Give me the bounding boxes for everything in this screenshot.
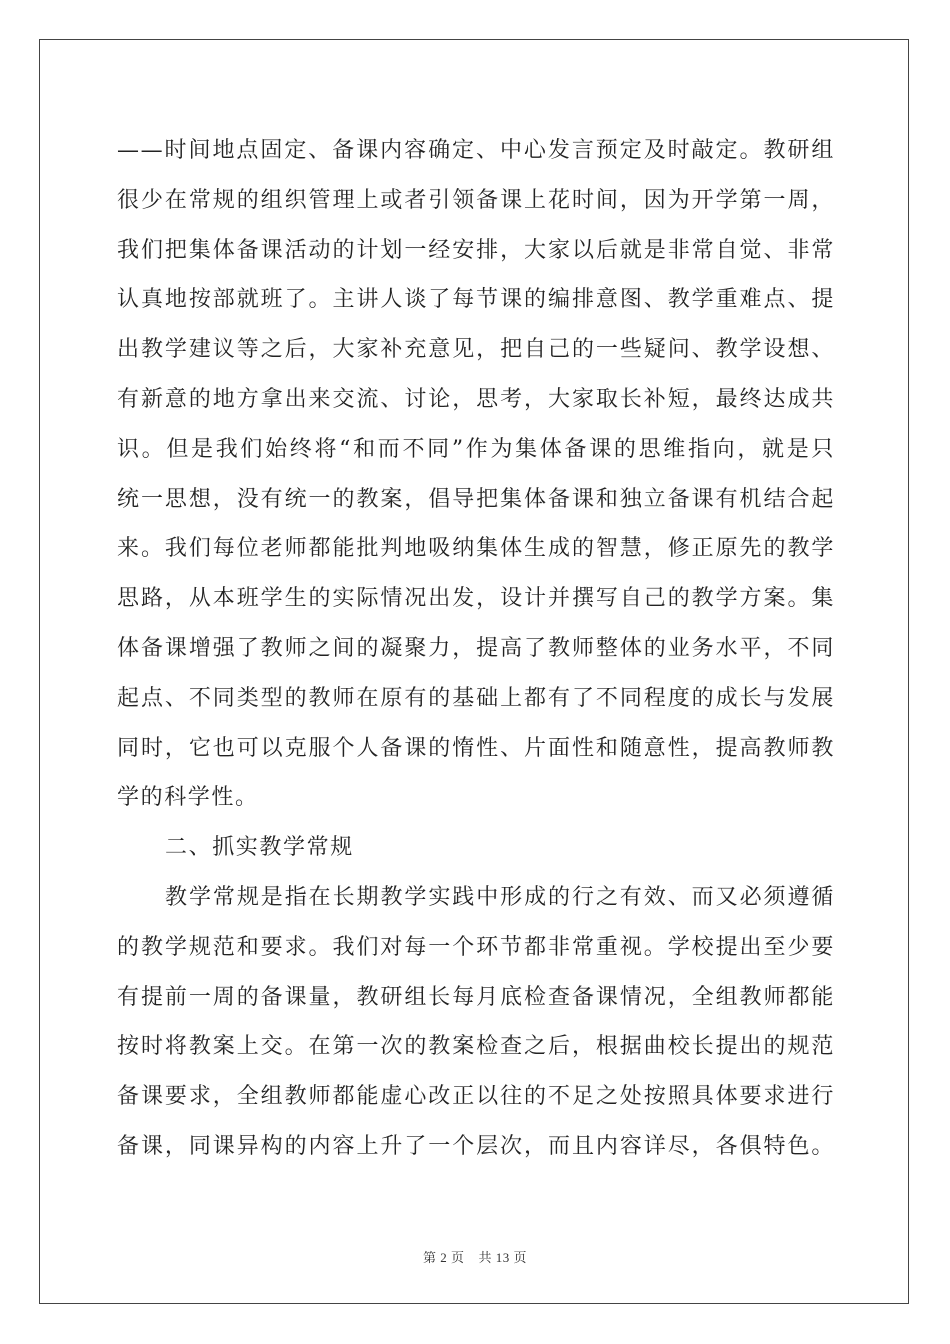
page-footer — [0, 1247, 950, 1266]
text-line: 备课，同课异构的内容上升了一个层次，而且内容详尽，各俱特色。 — [117, 1133, 835, 1159]
text-line: 识。但是我们始终将“和而不同”作为集体备课的思维指向，就是只 — [117, 436, 835, 462]
text-line: 出教学建议等之后，大家补充意见，把自己的一些疑问、教学设想、 — [117, 337, 835, 363]
page-total: 共 13 页 — [478, 1250, 528, 1265]
text-line: 有提前一周的备课量，教研组长每月底检查备课情况，全组教师都能 — [117, 984, 835, 1010]
text-line: 统一思想，没有统一的教案，倡导把集体备课和独立备课有机结合起 — [117, 486, 835, 512]
text-line: 按时将教案上交。在第一次的教案检查之后，根据曲校长提出的规范 — [117, 1034, 835, 1060]
section-heading: 二、抓实教学常规 — [165, 835, 354, 861]
text-line: 认真地按部就班了。主讲人谈了每节课的编排意图、教学重难点、提 — [117, 287, 835, 313]
text-line: 思路，从本班学生的实际情况出发，设计并撰写自己的教学方案。集 — [117, 586, 835, 612]
document-body — [117, 126, 835, 1172]
text-line: 很少在常规的组织管理上或者引领备课上花时间，因为开学第一周， — [117, 187, 835, 213]
text-line: 同时，它也可以克服个人备课的惰性、片面性和随意性，提高教师教 — [117, 735, 835, 761]
text-line: 的教学规范和要求。我们对每一个环节都非常重视。学校提出至少要 — [117, 934, 835, 960]
text-line: 来。我们每位老师都能批判地吸纳集体生成的智慧，修正原先的教学 — [117, 536, 835, 562]
text-line: ——时间地点固定、备课内容确定、中心发言预定及时敲定。教研组 — [117, 138, 835, 163]
text-line: 起点、不同类型的教师在原有的基础上都有了不同程度的成长与发展 — [117, 685, 835, 711]
text-line: 体备课增强了教师之间的凝聚力，提高了教师整体的业务水平，不同 — [117, 635, 835, 661]
text-line: 备课要求，全组教师都能虚心改正以往的不足之处按照具体要求进行 — [117, 1084, 835, 1110]
text-line: 教学常规是指在长期教学实践中形成的行之有效、而又必须遵循 — [165, 884, 835, 910]
text-line: 我们把集体备课活动的计划一经安排，大家以后就是非常自觉、非常 — [117, 237, 835, 263]
text-line: 学的科学性。 — [117, 785, 259, 811]
page-number: 第 2 页 — [422, 1250, 465, 1265]
text-line: 有新意的地方拿出来交流、讨论，思考，大家取长补短，最终达成共 — [117, 386, 835, 412]
